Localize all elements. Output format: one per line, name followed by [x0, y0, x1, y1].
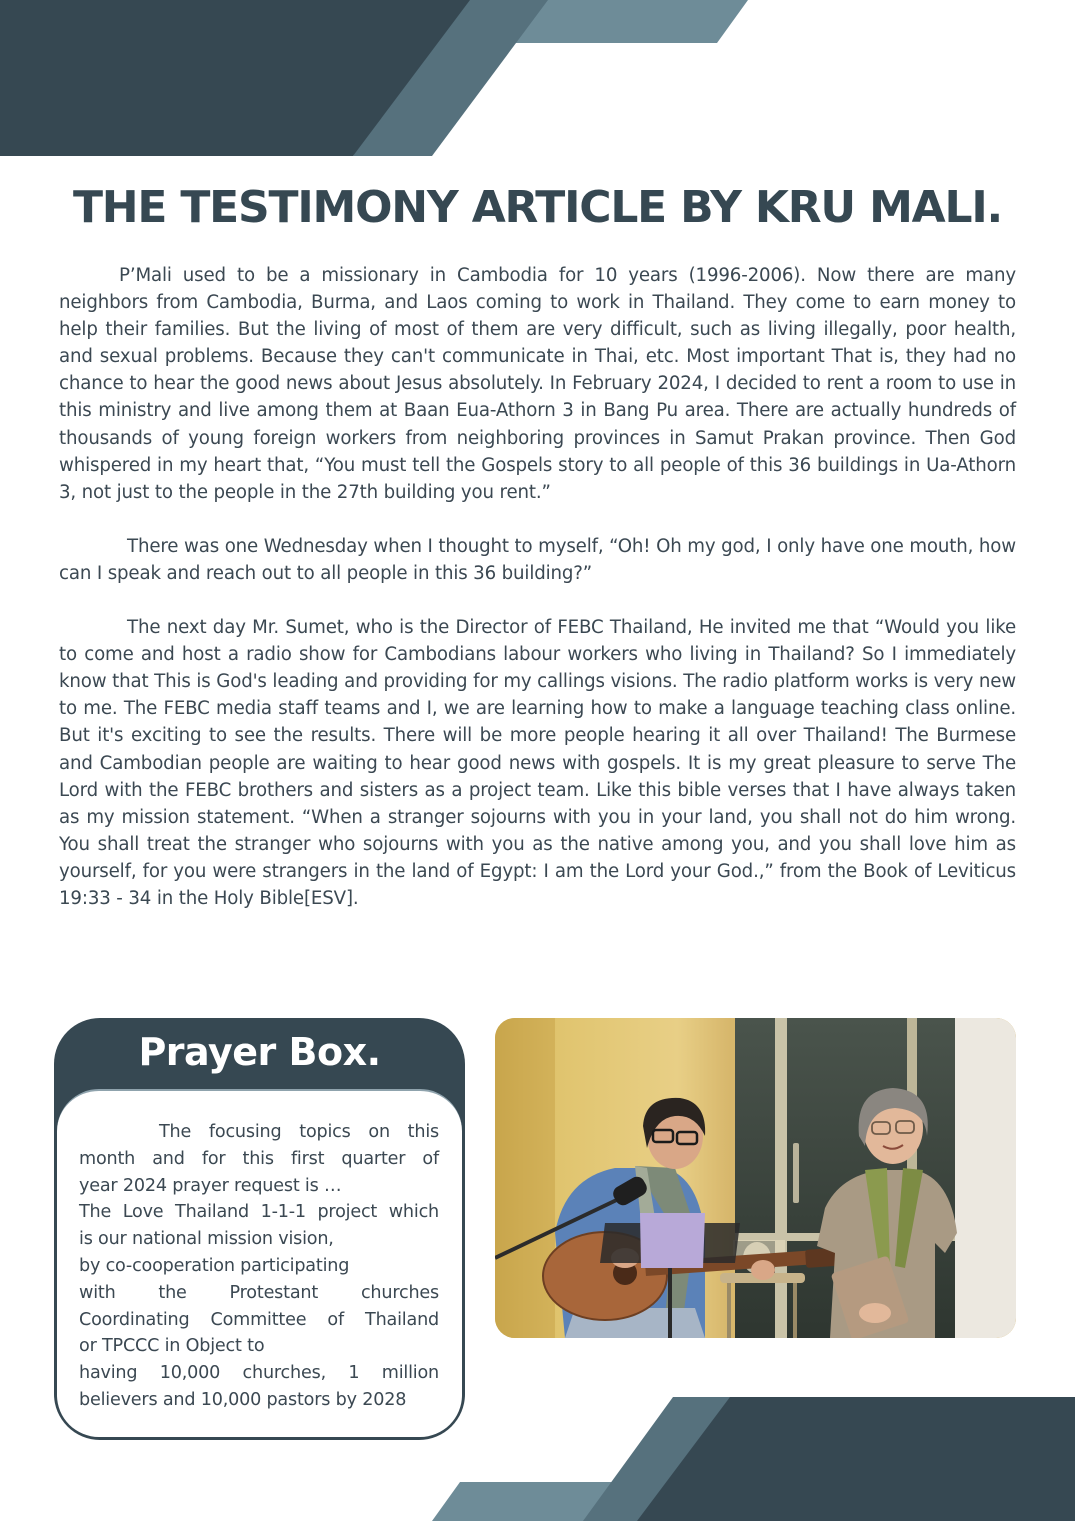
- prayer-line: believers and 10,000 pastors by 2028: [79, 1389, 407, 1410]
- article-paragraph: There was one Wednesday when I thought to myself, “Oh! Oh my god, I only have one mouth, how can I speak and reach out to all people in this 36 building?”: [59, 535, 1016, 584]
- photo-two-singers: [495, 1018, 1016, 1338]
- top-dark-band: [0, 0, 470, 156]
- bottom-dark-band: [637, 1397, 1075, 1521]
- article-body: [59, 262, 1016, 912]
- top-mid-band: [353, 0, 548, 156]
- prayer-line: is our national mission vision,: [79, 1229, 334, 1250]
- prayer-line: month and for this first quarter of: [79, 1148, 439, 1169]
- article-title: THE TESTIMONY ARTICLE BY KRU MALI.: [72, 182, 1003, 233]
- prayer-line: year 2024 prayer request is …: [79, 1175, 342, 1196]
- prayer-line: having 10,000 churches, 1 million: [79, 1363, 439, 1384]
- prayer-line: with the Protestant churches: [79, 1282, 439, 1303]
- bottom-light-band: [432, 1482, 620, 1521]
- bottom-mid-band: [583, 1397, 740, 1521]
- article-paragraph: P’Mali used to be a missionary in Cambodia for 10 years (1996-2006). Now there are many neighbors from Cambodia, Burma, and Laos coming to work in Thailand. They come to earn money to help their families. But the living of most of them are very difficult, such as living illegally, poor health, and sexual problems. Because they can't communicate in Thai, etc. Most important That is, they had no chance to hear the good news about Jesus absolutely. In February 2024, I decided to rent a room to use in this ministry and live among them at Baan Eua-Athorn 3 in Bang Pu area. There are actually hundreds of thousands of young foreign workers from neighboring provinces in Samut Prakan province. Then God whispered in my heart that, “You must tell the Gospels story to all people of this 36 buildings in Ua-Athorn 3, not just to the people in the 27th building you rent.”: [59, 265, 1016, 503]
- prayer-line: or TPCCC in Object to: [79, 1336, 265, 1357]
- prayer-line: Coordinating Committee of Thailand: [79, 1309, 439, 1330]
- photo-image-icon: [495, 1018, 1016, 1338]
- prayer-line: The focusing topics on this: [159, 1122, 439, 1142]
- prayer-box: [54, 1018, 465, 1440]
- article-paragraph: The next day Mr. Sumet, who is the Director of FEBC Thailand, He invited me that “Would you like to come and host a radio show for Cambodians labour workers who living in Thailand? So I immediately know that This is God's leading and providing for my callings visions. The radio platform works is very new to me. The FEBC media staff teams and I, we are learning how to make a language teaching class online. But it's exciting to see the results. There will be more people hearing it all over Thailand! The Burmese and Cambodian people are waiting to hear good news with gospels. It is my great pleasure to serve The Lord with the FEBC brothers and sisters as a project team. Like this bible verses that I have always taken as my mission statement. “When a stranger sojourns with you in your land, you shall not do him wrong. You shall treat the stranger who sojourns with you as the native among you, and you shall love him as yourself, for you were strangers in the land of Egypt: I am the Lord your God.,” from the Book of Leviticus 19:33 - 34 in the Holy Bible[ESV].: [59, 617, 1016, 909]
- prayer-line: The Love Thailand 1-1-1 project which: [79, 1202, 439, 1223]
- prayer-line: by co-cooperation participating: [79, 1255, 350, 1276]
- prayer-box-body: [57, 1089, 462, 1437]
- top-light-band: [494, 0, 748, 43]
- prayer-box-title: Prayer Box.: [138, 1030, 381, 1074]
- prayer-box-text: [79, 1119, 439, 1414]
